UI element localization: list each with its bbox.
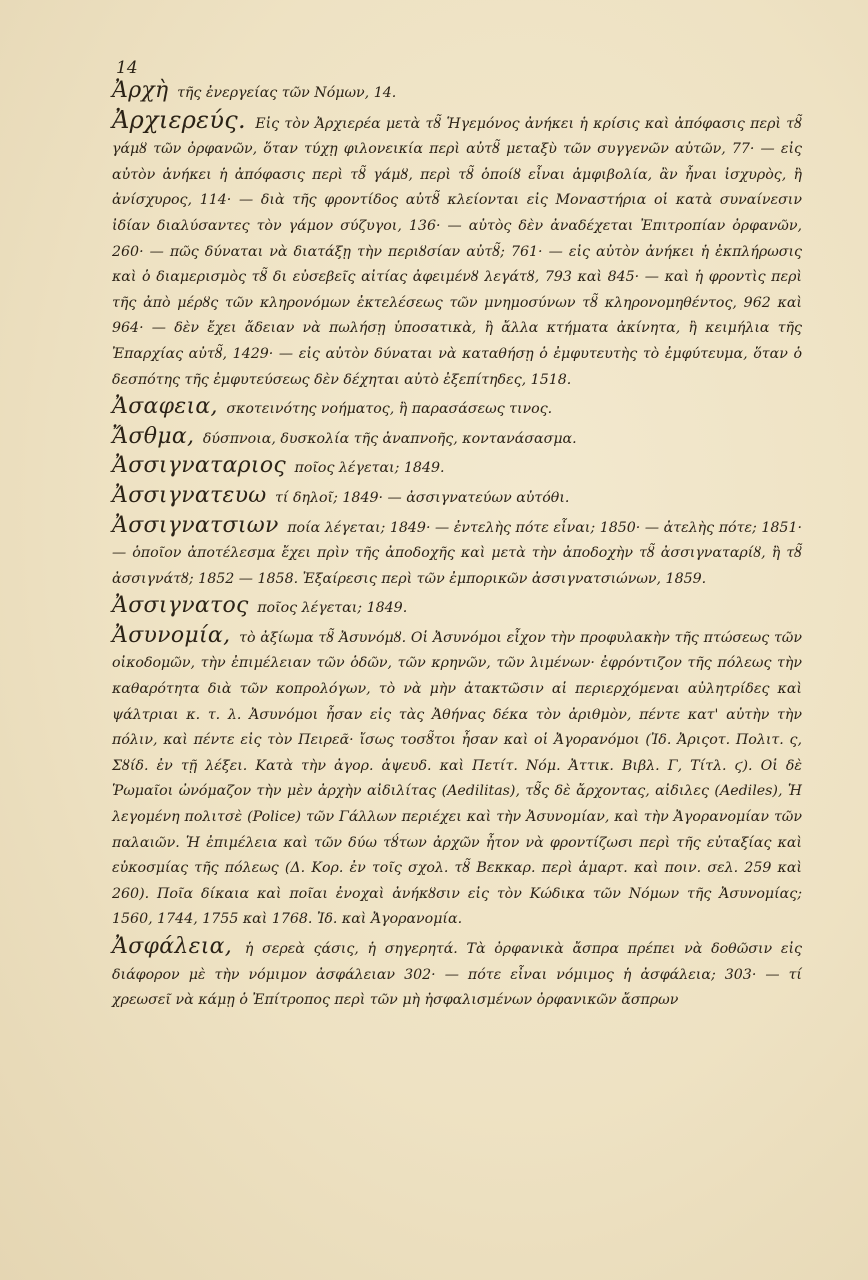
entry-asphaleia <box>112 934 802 1014</box>
entry-headword: Ἀρχιερεύς. <box>112 105 246 134</box>
entry-headword: Ἄσθμα, <box>112 423 195 449</box>
dictionary-entries <box>112 78 802 1014</box>
entry-headword: Ἀσσιγναταριος <box>112 453 286 479</box>
entry-text: τὸ ἀξίωμα τȣ̃ Ἀσυνόμȣ. Οἱ Ἀσυνόμοι εἶχον τὴν προφυλακὴν τῆς πτώσεως τῶν οἰκοδομῶν, τὴν ἐπιμέλειαν τῶν ὁδῶν, τῶν κρηνῶν, τῶν λιμένων· ἐφρόντιζον τῆς πόλεως τὴν καθαρότητα διὰ τῶν κοπρολόγων, τὸ νὰ μὴν ἀτακτῶσιν αἱ περιερχόμεναι αὐλητρίδες καὶ ψάλτριαι κ. τ. λ. Ἀσυνόμοι ἦσαν εἰς τὰς Ἀθήνας δέκα τὸν ἀριθμὸν, πέντε κατ' αὐτὴν τὴν πόλιν, καὶ πέντε εἰς τὸν Πειρεᾶ· ἴσως τοσȣ̃τοι ἦσαν καὶ οἱ Ἀγορανόμοι (Ἰδ. Ἀριςοτ. Πολιτ. ς, Σȣίδ. ἐν τῇ λέξει. Κατὰ τὴν ἀγορ. ἀψευδ. καὶ Πετίτ. Νόμ. Ἀττικ. Βιβλ. Γ, Τίτλ. ϛ). Οἱ δὲ Ῥωμαῖοι ὠνόμαζον τὴν μὲν ἀρχὴν αἰδιλίτας (Aedilitas), τȣ̃ς δὲ ἄρχοντας, αἰδιλες (Aediles), Ἡ λεγομένη πολιτσὲ (Police) τῶν Γάλλων περιέχει καὶ τὴν Ἀσυνομίαν, καὶ τὴν Ἀγορανομίαν τῶν παλαιῶν. Ἡ ἐπιμέλεια καὶ τῶν δύω τȣ́των ἀρχῶν ἦτον νὰ φροντίζωσι περὶ τῆς εὐταξίας καὶ εὐκοσμίας τῆς πόλεως (Δ. Κορ. ἐν τοῖς σχολ. τȣ̃ Βεκκαρ. περὶ ἁμαρτ. καὶ ποιν. σελ. 259 καὶ 260). Ποῖα δίκαια καὶ ποῖαι ἐνοχαὶ ἀνήκȣσιν εἰς τὸν Κώδικα τῶν Νόμων τῆς Ἀσυνομίας; 1560, 1744, 1755 καὶ 1768. Ἰδ. καὶ Ἀγορανομία. <box>112 629 802 928</box>
entry-assignatarios <box>112 453 802 482</box>
entry-text: ἡ σερεὰ ςάσις, ἡ σηγερητά. Τὰ ὀρφανικὰ ἄσπρα πρέπει νὰ δοθῶσιν εἰς διάφορον μὲ τὴν νόμιμον ἀσφάλειαν 302· — πότε εἶναι νόμιμος ἡ ἀσφάλεια; 303· — τί χρεωσεῖ νὰ κάμῃ ὁ Ἐπίτροπος περὶ τῶν μὴ ἠσφαλισμένων ὀρφανικῶν ἄσπρων <box>112 941 802 1009</box>
entry-headword: Ἀσφάλεια, <box>112 934 233 959</box>
entry-headword: Ἀσσιγνατσιων <box>112 512 279 538</box>
entry-text: τῆς ἐνεργείας τῶν Νόμων, 14. <box>177 85 397 101</box>
entry-assignateuo <box>112 483 802 512</box>
entry-asapheia <box>112 394 802 423</box>
entry-text: ποῖος λέγεται; 1849. <box>257 600 408 617</box>
entry-asynomia <box>112 623 802 933</box>
entry-headword: Ἀσυνομία, <box>112 622 231 648</box>
entry-headword: Ἀσαφεια, <box>112 394 218 420</box>
entry-text: ποῖος λέγεται; 1849. <box>294 460 445 477</box>
entry-text: σκοτεινότης νοήματος, ἢ παρασάσεως τινος. <box>226 401 553 418</box>
entry-arche <box>112 78 802 107</box>
entry-text: Εἰς τὸν Ἀρχιερέα μετὰ τȣ̃ Ἡγεμόνος ἀνήκει ἡ κρίσις καὶ ἀπόφασις περὶ τȣ̃ γάμȣ τῶν ὀρφανῶν, ὅταν τύχῃ φιλονεικία περὶ αὐτȣ̃ μεταξὺ τῶν συγγενῶν αὐτῶν, 77· — εἰς αὐτὸν ἀνήκει ἡ ἀπόφασις περὶ τȣ̃ γάμȣ, περὶ τȣ̃ ὁποίȣ εἶναι ἀμφιβολία, ἂν ἦναι ἰσχυρὸς, ἢ ἀνίσχυρος, 114· — διὰ τῆς φροντίδος αὐτȣ̃ κλείονται εἰς Μοναστήρια οἱ κατὰ συναίνεσιν ἰδίαν διαλύσαντες τὸν γάμον σύζυγοι, 136· — αὐτὸς δὲν ἀναδέχεται Ἐπιτροπίαν ὀρφανῶν, 260· — πῶς δύναται νὰ διατάξῃ τὴν περιȣσίαν αὐτȣ̃; 761· — εἰς αὐτὸν ἀνήκει ἡ ἐκπλήρωσις καὶ ὁ διαμερισμὸς τȣ̃ δι εὐσεβεῖς αἰτίας ἀφειμένȣ λεγάτȣ, 793 καὶ 845· — καὶ ἡ φροντὶς περὶ τῆς ἀπὸ μέρȣς τῶν κληρονόμων ἐκτελέσεως τῶν μνημοσύνων τȣ̃ κληρονομηθέντος, 962 καὶ 964· — δὲν ἔχει ἄδειαν νὰ πωλήσῃ ὑποσατικὰ, ἢ ἄλλα κτήματα ἀκίνητα, ἢ κειμήλια τῆς Ἐπαρχίας αὐτȣ̃, 1429· — εἰς αὐτὸν δύναται νὰ καταθήσῃ ὁ ἐμφυτευτὴς τὸ ἐμφύτευμα, ὅταν ὁ δεσπότης τῆς ἐμφυτεύσεως δὲν δέχηται αὐτὸ ἐξεπίτηδες, 1518. <box>112 115 802 388</box>
entry-text: ποία λέγεται; 1849· — ἐντελὴς πότε εἶναι; 1850· — ἀτελὴς πότε; 1851· — ὁποῖον ἀποτέλεσμα ἔχει πρὶν τῆς ἀποδοχῆς καὶ μετὰ τὴν ἀποδοχὴν τȣ̃ ἀσσιγναταρίȣ, ἢ τȣ̃ ἀσσιγνάτȣ; 1852 — 1858. Ἐξαίρεσις περὶ τῶν ἐμπορικῶν ἀσσιγνατσιώνων, 1859. <box>112 519 802 587</box>
entry-headword: Ἀσσιγνατος <box>112 593 249 619</box>
entry-assignatsion <box>112 513 802 593</box>
entry-headword: Ἀσσιγνατευω <box>112 482 267 508</box>
page-number: 14 <box>116 58 138 78</box>
entry-headword: Ἀρχὴ <box>112 78 169 103</box>
entry-archiereus <box>112 105 802 394</box>
entry-text: τί δηλοῖ; 1849· — ἀσσιγνατεύων αὐτόθι. <box>275 489 570 506</box>
entry-assignatos <box>112 593 802 622</box>
entry-text: δύσπνοια, δυσκολία τῆς ἀναπνοῆς, κοντανάσασμα. <box>202 430 577 447</box>
entry-asthma <box>112 424 802 453</box>
